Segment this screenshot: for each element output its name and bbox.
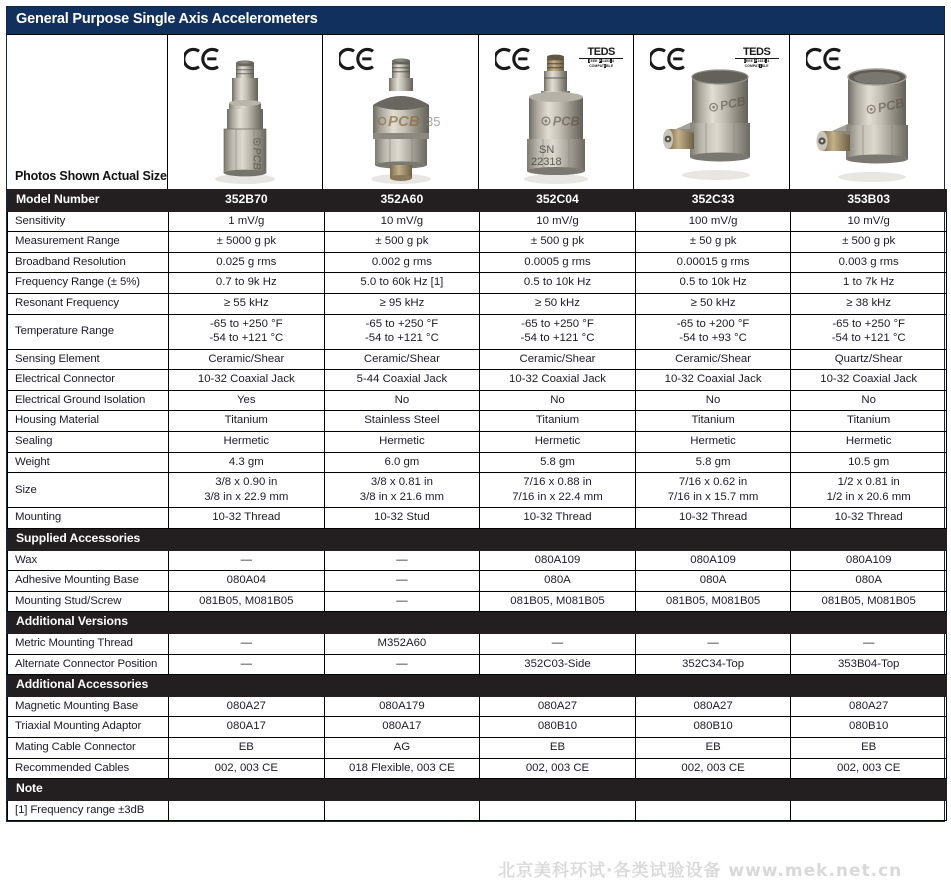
table-row — [8, 508, 947, 529]
row-value: 10.5 gm — [791, 452, 947, 473]
row-value: EB — [635, 738, 791, 759]
row-label: Measurement Range — [8, 232, 169, 253]
section-header-label: Additional Versions — [8, 612, 947, 634]
row-value: 081B05, M081B05 — [480, 591, 636, 612]
row-label: Adhesive Mounting Base — [8, 571, 169, 592]
row-value: Stainless Steel — [324, 411, 480, 432]
row-value: — — [169, 654, 325, 675]
section-header-row — [8, 779, 947, 801]
row-value: 352C03-Side — [480, 654, 636, 675]
accelerometer-photo — [191, 57, 299, 185]
row-value: -65 to +200 °F -54 to +93 °C — [635, 314, 791, 349]
row-label: Sealing — [8, 432, 169, 453]
row-value: 10-32 Thread — [635, 508, 791, 529]
row-value: 5.8 gm — [480, 452, 636, 473]
row-value: — — [324, 571, 480, 592]
table-row — [8, 550, 947, 571]
row-label: Size — [8, 473, 169, 508]
row-label: Mating Cable Connector — [8, 738, 169, 759]
row-value: Ceramic/Shear — [635, 349, 791, 370]
row-value: 3/8 x 0.81 in 3/8 in x 21.6 mm — [324, 473, 480, 508]
section-header-label: Note — [8, 779, 947, 801]
product-photo-cell — [479, 35, 634, 189]
row-label: Resonant Frequency — [8, 293, 169, 314]
teds-compatible-icon: TEDS IEEE P1451.4 COMPATIBLE — [579, 47, 623, 69]
row-label: Mounting Stud/Screw — [8, 591, 169, 612]
row-value: -65 to +250 °F -54 to +121 °C — [791, 314, 947, 349]
row-value: ≥ 50 kHz — [480, 293, 636, 314]
row-value: 352C34-Top — [635, 654, 791, 675]
row-value: 5.8 gm — [635, 452, 791, 473]
row-value: — — [169, 550, 325, 571]
table-row — [8, 252, 947, 273]
svg-text:22318: 22318 — [531, 155, 562, 168]
row-value: 080A17 — [169, 717, 325, 738]
row-value: 7/16 x 0.62 in 7/16 in x 15.7 mm — [635, 473, 791, 508]
row-value: EB — [480, 738, 636, 759]
model-number-352C04: 352C04 — [480, 189, 636, 211]
row-label: Wax — [8, 550, 169, 571]
row-value: 002, 003 CE — [480, 758, 636, 779]
row-label: Electrical Ground Isolation — [8, 390, 169, 411]
photos-actual-size-label: Photos Shown Actual Size — [15, 168, 167, 183]
row-value: ± 500 g pk — [791, 232, 947, 253]
table-row — [8, 314, 947, 349]
row-value: 002, 003 CE — [791, 758, 947, 779]
row-value: 080A27 — [791, 696, 947, 717]
section-header-label: Supplied Accessories — [8, 529, 947, 551]
row-value: 353B04-Top — [791, 654, 947, 675]
table-row — [8, 349, 947, 370]
row-value: -65 to +250 °F -54 to +121 °C — [169, 314, 325, 349]
table-row — [8, 800, 947, 821]
row-label: Weight — [8, 452, 169, 473]
row-value: 5.0 to 60k Hz [1] — [324, 273, 480, 294]
row-value: ≥ 95 kHz — [324, 293, 480, 314]
page-title: General Purpose Single Axis Accelerometers — [7, 7, 944, 34]
row-value: Hermetic — [791, 432, 947, 453]
table-row — [8, 634, 947, 655]
row-value: 080A179 — [324, 696, 480, 717]
row-value: ± 500 g pk — [324, 232, 480, 253]
table-row — [8, 273, 947, 294]
row-value: 10-32 Thread — [169, 508, 325, 529]
model-number-352C33: 352C33 — [635, 189, 791, 211]
row-label: Recommended Cables — [8, 758, 169, 779]
row-value: ≥ 55 kHz — [169, 293, 325, 314]
row-value: Ceramic/Shear — [480, 349, 636, 370]
row-value: ± 5000 g pk — [169, 232, 325, 253]
row-value — [480, 800, 636, 821]
row-value: 3/8 x 0.90 in 3/8 in x 22.9 mm — [169, 473, 325, 508]
row-value: AG — [324, 738, 480, 759]
svg-text:PCB: PCB — [719, 93, 748, 113]
product-photo-cell — [323, 35, 478, 189]
site-watermark: 北京美科环试·各类试验设备 www.mek.net.cn — [498, 861, 903, 881]
row-value: 080A27 — [635, 696, 791, 717]
row-value: -65 to +250 °F -54 to +121 °C — [324, 314, 480, 349]
row-value: 0.002 g rms — [324, 252, 480, 273]
row-value: 081B05, M081B05 — [169, 591, 325, 612]
accelerometer-photo — [804, 59, 930, 185]
table-row — [8, 654, 947, 675]
row-value: Titanium — [480, 411, 636, 432]
row-value: Titanium — [791, 411, 947, 432]
row-value: Hermetic — [169, 432, 325, 453]
row-value: 1 mV/g — [169, 211, 325, 232]
row-value: 100 mV/g — [635, 211, 791, 232]
table-row — [8, 293, 947, 314]
table-row — [8, 411, 947, 432]
row-value: 080A04 — [169, 571, 325, 592]
teds-compatible-icon: TEDS IEEE P1451.4 COMPATIBLE — [735, 47, 779, 69]
row-value: Titanium — [169, 411, 325, 432]
row-value: 080B10 — [480, 717, 636, 738]
table-row — [8, 696, 947, 717]
row-value: 6.0 gm — [324, 452, 480, 473]
product-photo-cell — [634, 35, 789, 189]
row-value: 10-32 Stud — [324, 508, 480, 529]
row-value: 080A17 — [324, 717, 480, 738]
row-label: Broadband Resolution — [8, 252, 169, 273]
accelerometer-photo — [648, 61, 774, 183]
row-value: No — [635, 390, 791, 411]
row-value: EB — [791, 738, 947, 759]
row-label: Electrical Connector — [8, 370, 169, 391]
row-value: 5-44 Coaxial Jack — [324, 370, 480, 391]
specification-table-body — [8, 189, 947, 820]
row-label: Metric Mounting Thread — [8, 634, 169, 655]
row-label: [1] Frequency range ±3dB — [8, 800, 169, 821]
row-value: 080B10 — [635, 717, 791, 738]
row-value: 7/16 x 0.88 in 7/16 in x 22.4 mm — [480, 473, 636, 508]
row-value: — — [480, 634, 636, 655]
section-header-label: Additional Accessories — [8, 675, 947, 697]
model-number-353B03: 353B03 — [791, 189, 947, 211]
svg-text:PCB: PCB — [250, 147, 263, 171]
row-value: 0.0005 g rms — [480, 252, 636, 273]
svg-text:PCB: PCB — [552, 113, 580, 129]
row-value: 0.003 g rms — [791, 252, 947, 273]
row-value: 0.5 to 10k Hz — [480, 273, 636, 294]
row-value: 0.00015 g rms — [635, 252, 791, 273]
row-value: 10 mV/g — [480, 211, 636, 232]
row-value: Ceramic/Shear — [169, 349, 325, 370]
row-label: Frequency Range (± 5%) — [8, 273, 169, 294]
table-row — [8, 452, 947, 473]
table-row — [8, 370, 947, 391]
table-row — [8, 232, 947, 253]
table-row — [8, 571, 947, 592]
row-value: 081B05, M081B05 — [791, 591, 947, 612]
row-value: — — [635, 634, 791, 655]
table-row — [8, 758, 947, 779]
row-label: Sensing Element — [8, 349, 169, 370]
row-value: 080A27 — [480, 696, 636, 717]
row-value: Hermetic — [635, 432, 791, 453]
table-row — [8, 738, 947, 759]
row-value: No — [480, 390, 636, 411]
row-value — [635, 800, 791, 821]
row-value: ± 500 g pk — [480, 232, 636, 253]
row-value — [169, 800, 325, 821]
row-label: Magnetic Mounting Base — [8, 696, 169, 717]
model-number-label: Model Number — [8, 189, 169, 211]
row-value: 1 to 7k Hz — [791, 273, 947, 294]
row-value: No — [791, 390, 947, 411]
table-row — [8, 390, 947, 411]
accelerometer-photo — [497, 51, 615, 187]
row-value: 10-32 Coaxial Jack — [169, 370, 325, 391]
row-value: 10-32 Coaxial Jack — [791, 370, 947, 391]
datasheet-panel — [6, 6, 945, 822]
row-value: M352A60 — [324, 634, 480, 655]
row-value: ± 50 g pk — [635, 232, 791, 253]
row-value: 080A109 — [480, 550, 636, 571]
row-value: Titanium — [635, 411, 791, 432]
section-header-row — [8, 529, 947, 551]
row-value: Ceramic/Shear — [324, 349, 480, 370]
section-header-row — [8, 612, 947, 634]
row-value: 002, 003 CE — [169, 758, 325, 779]
row-value: 080A27 — [169, 696, 325, 717]
model-number-352A60: 352A60 — [324, 189, 480, 211]
row-value: 080A — [480, 571, 636, 592]
specification-table — [7, 189, 947, 821]
row-value: 0.7 to 9k Hz — [169, 273, 325, 294]
row-value: 10 mV/g — [324, 211, 480, 232]
row-value — [791, 800, 947, 821]
row-value — [324, 800, 480, 821]
table-row — [8, 591, 947, 612]
row-value: No — [324, 390, 480, 411]
table-row — [8, 473, 947, 508]
row-value: 0.025 g rms — [169, 252, 325, 273]
row-value: 10-32 Coaxial Jack — [635, 370, 791, 391]
row-value: Quartz/Shear — [791, 349, 947, 370]
row-value: 10-32 Thread — [480, 508, 636, 529]
row-value: 4.3 gm — [169, 452, 325, 473]
row-value: ≥ 50 kHz — [635, 293, 791, 314]
row-value: Yes — [169, 390, 325, 411]
row-label: Mounting — [8, 508, 169, 529]
row-value: 081B05, M081B05 — [635, 591, 791, 612]
product-photo-strip — [7, 34, 944, 189]
row-value: — — [169, 634, 325, 655]
row-value: 0.5 to 10k Hz — [635, 273, 791, 294]
svg-text:35: 35 — [425, 113, 441, 129]
row-value: -65 to +250 °F -54 to +121 °C — [480, 314, 636, 349]
row-value: 080A — [791, 571, 947, 592]
row-value: — — [324, 654, 480, 675]
photo-caption-cell — [7, 35, 168, 189]
row-value: 080A109 — [791, 550, 947, 571]
row-value: 018 Flexible, 003 CE — [324, 758, 480, 779]
row-value: Hermetic — [480, 432, 636, 453]
row-value: — — [324, 550, 480, 571]
row-value: — — [324, 591, 480, 612]
section-header-row — [8, 675, 947, 697]
row-value: 10-32 Coaxial Jack — [480, 370, 636, 391]
svg-text:PCB: PCB — [387, 112, 420, 130]
svg-text:SN: SN — [539, 143, 555, 156]
row-value: EB — [169, 738, 325, 759]
row-label: Temperature Range — [8, 314, 169, 349]
row-value: 080A — [635, 571, 791, 592]
row-value: Hermetic — [324, 432, 480, 453]
row-value: — — [791, 634, 947, 655]
row-value: ≥ 38 kHz — [791, 293, 947, 314]
row-label: Sensitivity — [8, 211, 169, 232]
accelerometer-photo — [342, 53, 460, 185]
table-row — [8, 717, 947, 738]
row-value: 080B10 — [791, 717, 947, 738]
svg-text:PCB: PCB — [876, 94, 906, 116]
row-label: Triaxial Mounting Adaptor — [8, 717, 169, 738]
model-number-352B70: 352B70 — [169, 189, 325, 211]
row-label: Alternate Connector Position — [8, 654, 169, 675]
row-value: 080A109 — [635, 550, 791, 571]
row-value: 1/2 x 0.81 in 1/2 in x 20.6 mm — [791, 473, 947, 508]
row-label: Housing Material — [8, 411, 169, 432]
table-row — [8, 211, 947, 232]
model-number-row — [8, 189, 947, 211]
table-row — [8, 432, 947, 453]
row-value: 10-32 Thread — [791, 508, 947, 529]
row-value: 10 mV/g — [791, 211, 947, 232]
row-value: 002, 003 CE — [635, 758, 791, 779]
product-photo-cell — [168, 35, 323, 189]
product-photo-cell — [790, 35, 944, 189]
